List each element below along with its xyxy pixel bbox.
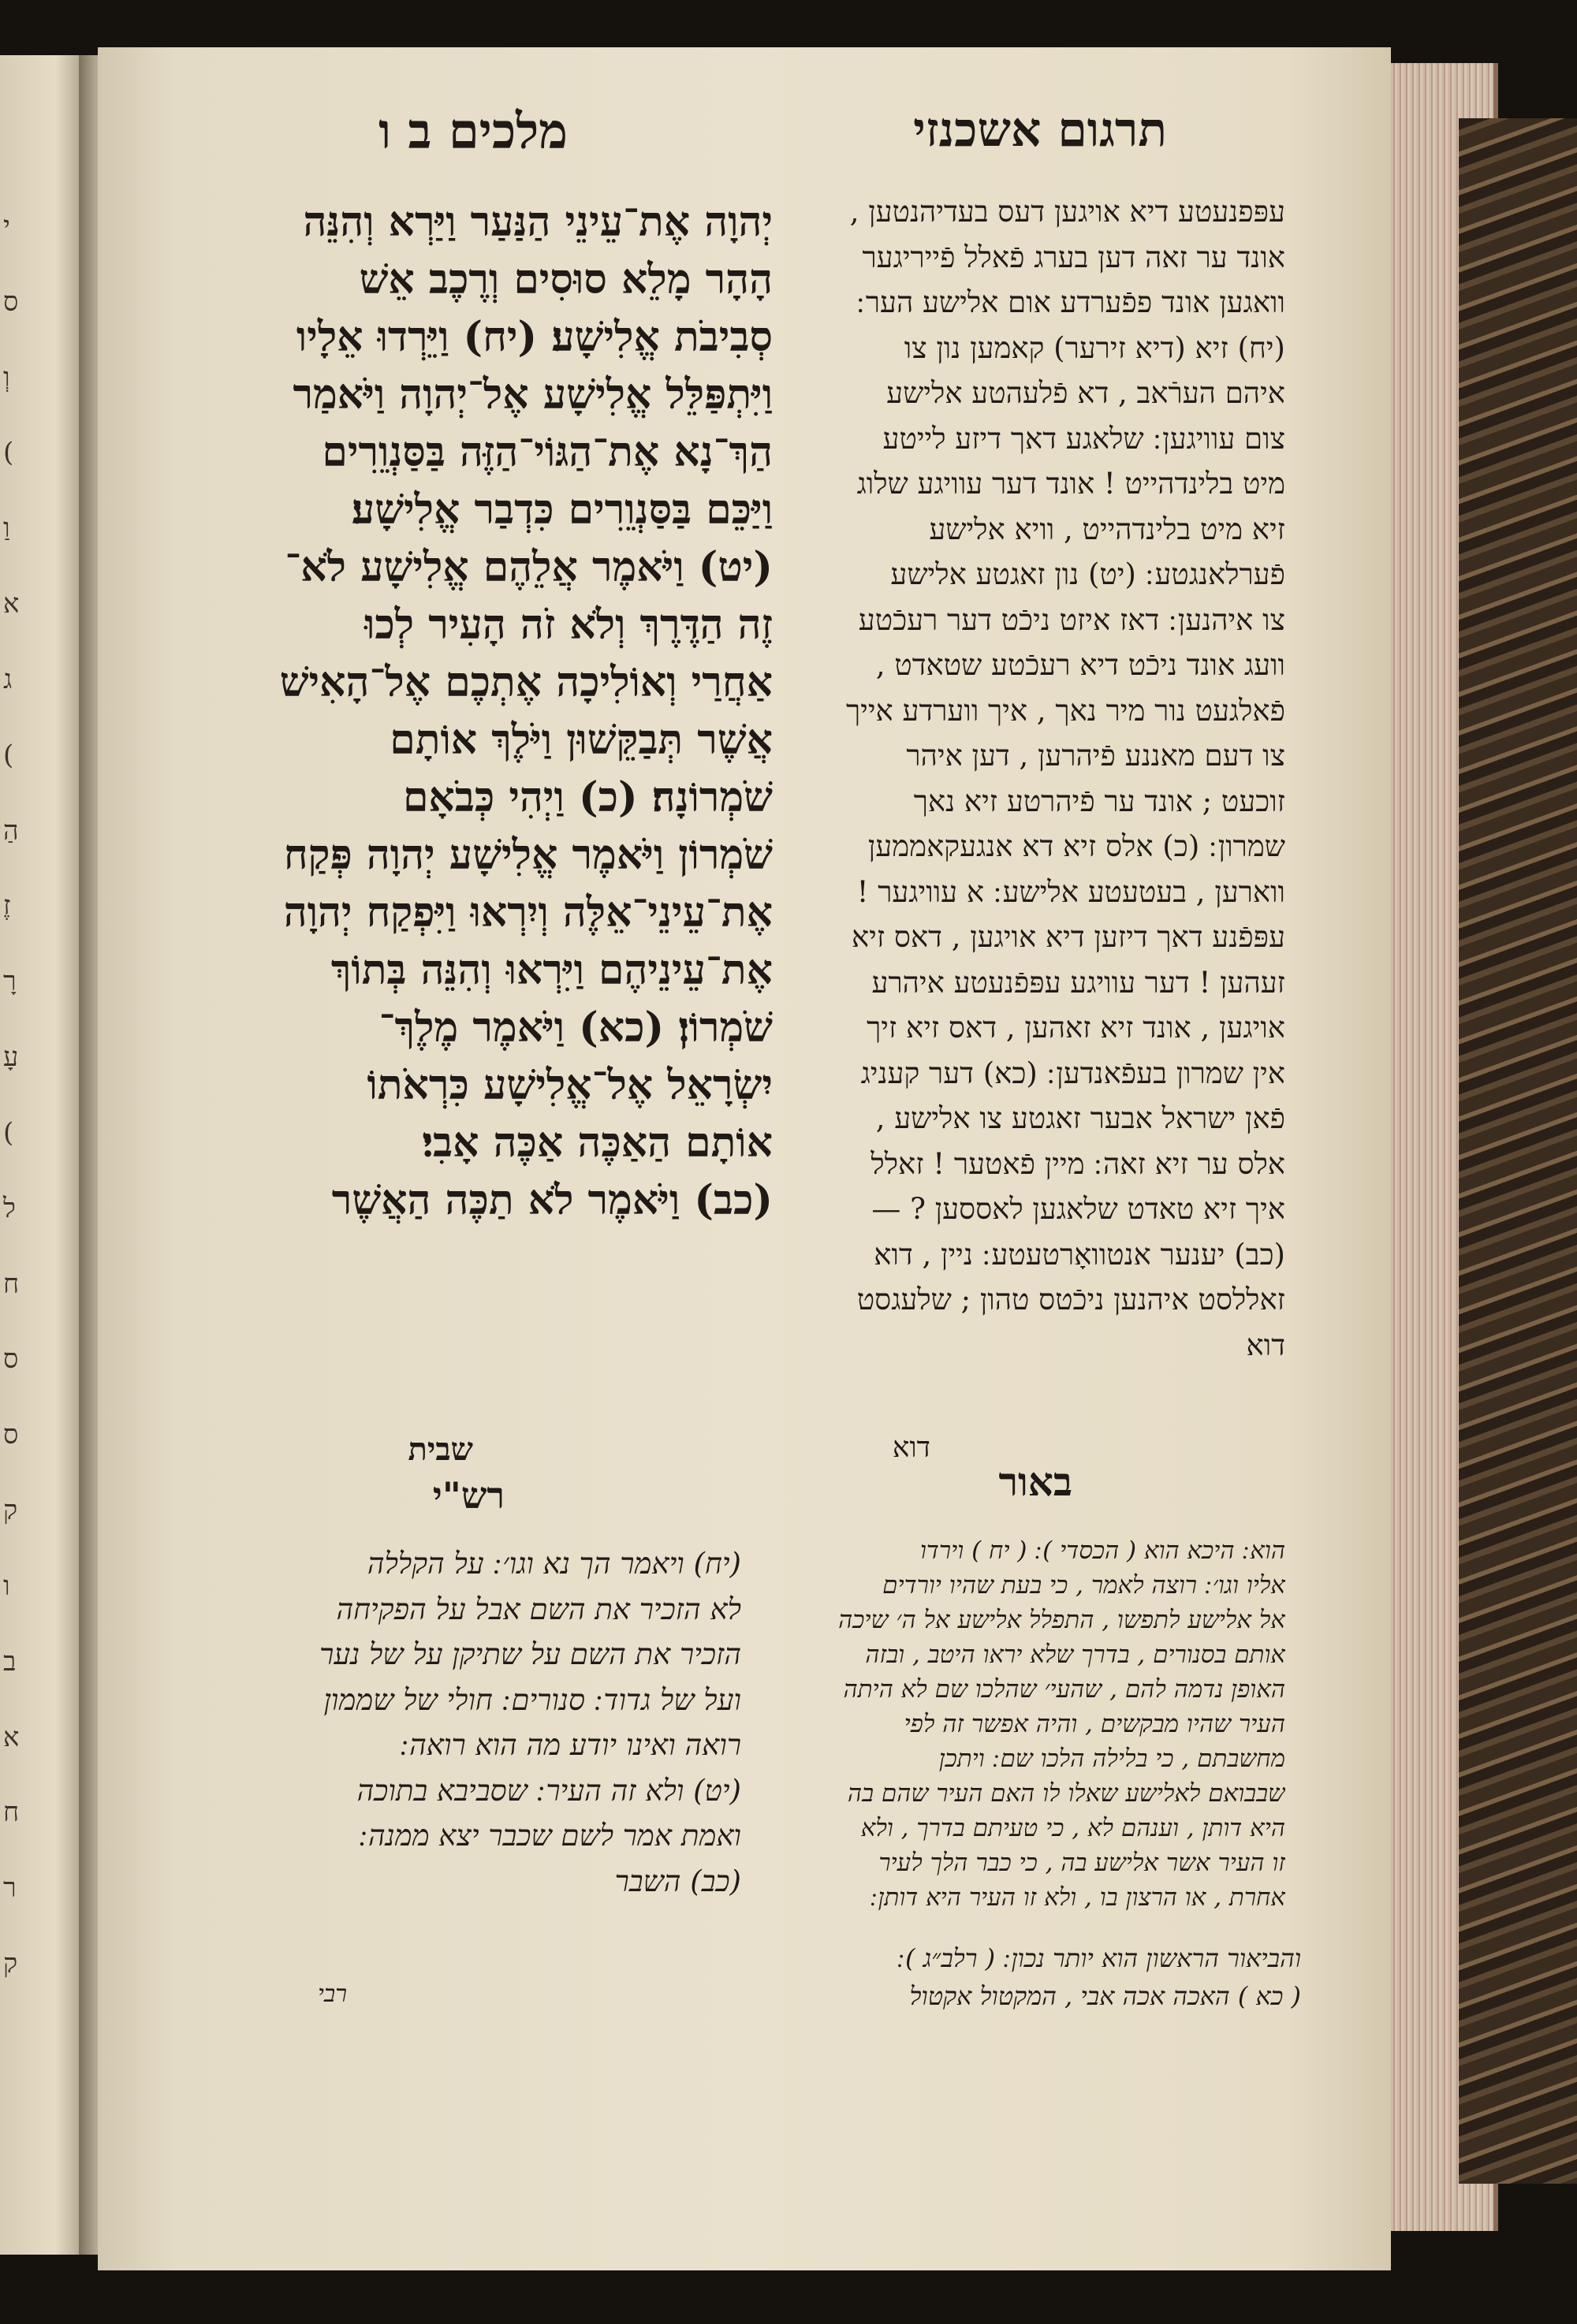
previous-page-fragment: עָ [3, 1041, 19, 1074]
rashi-commentary [146, 1541, 741, 1920]
bible-text-line: אוֹתָם הַאַכֶּה אַכֶּה אָבִי׃ [422, 1119, 773, 1167]
previous-page-fragment: זֶ [3, 890, 11, 922]
translation-line: זיא מיט בלינדהייט , וויא אלישע [929, 512, 1285, 546]
translation-line: פֿערלאנגטע ׃ (יט) נון זאגטע אלישע [890, 557, 1285, 591]
book-cover [1459, 118, 1577, 2184]
footnote [205, 1939, 1301, 2026]
previous-page-fragment: ג [3, 663, 13, 695]
previous-page-fragment: ס [3, 1343, 19, 1376]
translation-line: עפּפֿנע דאך דיזען דיא אויגען , דאס זיא [851, 920, 1285, 954]
bible-text-line: שֹׁמְרוֹן׃ (כא) וַיֹּאמֶר מֶלֶךְ־ [378, 1004, 773, 1052]
bible-text-line: סְבִיבֹת אֱלִישָׁע׃ (יח) וַיֵּרְדוּ אֵלָיו [296, 313, 773, 361]
translation-line: ווארען , בעטעטע אלישע ׃ א עוויגער ! [856, 874, 1285, 909]
translation-line: צום עוויגען ׃ שלאגע דאך דיזע לייטע [882, 421, 1285, 456]
previous-page-fragment: רָ [3, 966, 17, 998]
rashi-heading: רש"י [432, 1474, 505, 1517]
bible-text-line: שֹׁמְרוֹנָה׃ (כ) וַיְהִי כְּבֹאָם [402, 773, 773, 821]
translation-line: זאללסט איהנען ניכֿטס טהון ; שלעגסט [856, 1283, 1285, 1317]
previous-page-fragment: ח [3, 1268, 20, 1300]
previous-page-fragment: וְ [3, 361, 10, 393]
bible-text-line: זֶה הַדֶּרֶךְ וְלֹא זֹה הָעִיר לְכוּ [364, 601, 773, 649]
previous-page-fragment: ס [3, 1419, 19, 1451]
bible-text-line: (כב) וַיֹּאמֶר לֹא תַכֶּה הַאֲשֶׁר [331, 1176, 773, 1224]
previous-page-fragment: ( [3, 437, 14, 469]
previous-page-fragment: ר [3, 1872, 17, 1905]
bible-text-line: (יט) וַיֹּאמֶר אֲלֵהֶם אֱלִישָׁע לֹא־ [285, 543, 773, 591]
bible-text-line: אֶת־עֵינֵי־אֵלֶּה וְיִרְאוּ וַיִּפְקַח יְהוָה [283, 888, 773, 937]
previous-page-fragment: י [3, 210, 10, 242]
rashi-line: ועל של גדוד ׃ סנורים ׃ חולי של שממון [323, 1682, 741, 1717]
biur-line: אותם בסנורים , בדרך שלא יראו היטב , ובזה [865, 1641, 1285, 1669]
bible-text-column [146, 193, 773, 1423]
translation-line: מיט בלינדהייט ! אונד דער עוויגע שלוג [856, 467, 1285, 501]
translation-line: אלס ער זיא זאה ׃ מיין פֿאטער ! זאלל [871, 1146, 1285, 1181]
bible-text-line: אֲשֶׁר תְּבַקֵּשׁוּן וַיֹּלֶךְ אוֹתָם [390, 716, 773, 764]
previous-page-fragment: וַ [3, 512, 10, 545]
biur-line: זו העיר אשר אלישע בה , כי כבר הלך לעיר [878, 1849, 1285, 1877]
rashi-line: לא הזכיר את השם אבל על הפקיחה [336, 1592, 741, 1626]
translation-line: שמרון ׃ (כ) אלס זיא דא אנגעקאממען [867, 829, 1285, 863]
biur-line: אליו וגו׳ ׃ רוצה לאמר , כי בעת שהיו יורדים [882, 1571, 1285, 1600]
rashi-line: (יט) ולא זה העיר ׃ שסביבא בתוכה [356, 1773, 741, 1808]
translation-line: וואגען אונד פפֿערדע אום אלישע הער ׃ [856, 285, 1285, 319]
page-header-translation: תרגום אשכנזי [913, 102, 1167, 158]
translation-line: וועג אונד ניכֿט דיא רעכֿטע שטאדט , [875, 648, 1285, 682]
bible-text-line: וַיִּתְפַּלֵּל אֱלִישָׁע אֶל־יְהוָה וַיֹּאמַר [293, 371, 773, 419]
biur-line: אל אלישע לתפשו , התפלל אלישע אל ה׳ שיכה [838, 1606, 1285, 1634]
translation-line: צו דעם מאננע פֿיהרען , דען איהר [906, 739, 1285, 773]
translation-line: אויגען , אונד זיא זאהען , דאס זיא זיך [867, 1011, 1285, 1045]
previous-page-text-fragments [3, 189, 50, 2002]
translation-line: (כב) יענער אנטוואָרטעטע ׃ ניין , דוא [874, 1237, 1285, 1272]
translation-line: דוא [1246, 1328, 1285, 1362]
translation-line: פֿאלגעט נור מיר נאך , איך ווערדע אייך [845, 693, 1285, 728]
translation-line: (יח) זיא (דיא זירער) קאמען נון צו [904, 330, 1285, 365]
previous-page-fragment: ל [3, 1192, 16, 1224]
translation-line: אונד ער זאה דען בערג פֿאלל פֿייריגער [862, 240, 1285, 274]
page-header-book-title: מלכים ב ו [378, 102, 568, 160]
previous-page-fragment: א [3, 1721, 20, 1753]
rashi-line: הזכיר את השם על שתיקן על של נער [319, 1637, 741, 1671]
previous-page-fragment: הַ [3, 814, 19, 847]
bible-text-line: יְהוָה אֶת־עֵינֵי הַנַּעַר וַיַּרְא וְהִנֵּה [303, 198, 773, 246]
catchword-translation: דוא [892, 1432, 930, 1464]
page-number: רבי [317, 1980, 347, 2008]
translation-line: איהם הערֿאב , דא פֿלעהטע אלישע [886, 376, 1285, 410]
bible-text-line: אַחֲרַי וְאוֹלִיכָה אֶתְכֶם אֶל־הָאִישׁ [279, 658, 773, 706]
translation-column [733, 189, 1285, 1466]
previous-page-fragment: ס [3, 285, 19, 318]
footnote-line: והביאור הראשון הוא יותר נכון ׃ ( רלב״ג ) ׃ [897, 1943, 1301, 1973]
rashi-line: (כב) השבר [614, 1864, 741, 1898]
biur-heading: באור [998, 1458, 1072, 1505]
bible-text-line: הָהָר מָלֵא סוּסִים וְרֶכֶב אֵשׁ [359, 255, 773, 304]
rashi-line: ואמת אמר לשם שכבר יצא ממנה ׃ [359, 1819, 741, 1853]
biur-commentary [741, 1533, 1285, 1975]
previous-page-fragment: ( [3, 1116, 14, 1149]
previous-page-fragment: ( [3, 739, 14, 771]
previous-page-fragment: ק [3, 1495, 18, 1527]
biur-line: האופן נדמה להם , שהעי׳ שהלכו שם לא היתה [843, 1675, 1285, 1704]
translation-line: זעהען ! דער עוויגע עפּפֿנעטע איהרע [871, 965, 1285, 1000]
biur-line: מחשבתם , כי בלילה הלכו שם ׃ ויתכן [938, 1745, 1285, 1773]
biur-line: היא דותן , וענהם לא , כי טעיתם בדרך , ולא [860, 1814, 1285, 1842]
book-gutter [79, 55, 98, 2255]
biur-line: העיר שהיו מבקשים , והיה אפשר זה לפי [904, 1710, 1285, 1738]
previous-page-fragment: ב [3, 1645, 17, 1678]
bible-text-line: אֶת־עֵינֵיהֶם וַיִּרְאוּ וְהִנֵּה בְּתוֹךְ [330, 946, 773, 994]
biur-line: אחרת , או הרצון בו , ולא זו העיר היא דותן ׃ [870, 1883, 1285, 1912]
bible-text-line: יִשְׂרָאֵל אֶל־אֱלִישָׁע כִּרְאֹתוֹ [367, 1061, 773, 1109]
translation-line: פֿאן ישראל אבער זאגטע צו אלישע , [875, 1101, 1285, 1135]
bible-text-line: וַיַּכֵּם בַּסַּנְוֵרִים כִּדְבַר אֱלִישָׁע׃ [351, 486, 773, 534]
biur-line: הוא ׃ היכא הוא ( הכסדי ) ׃ ( יח ) וירדו [920, 1536, 1285, 1565]
previous-page-fragment: ח [3, 1797, 20, 1829]
biur-line: שבבואם לאלישע שאלו לו האם העיר שהם בה [847, 1779, 1285, 1808]
previous-page-fragment: ו [3, 1570, 10, 1602]
previous-page-fragment: ק [3, 1948, 18, 1980]
bible-text-line: שֹׁמְרוֹן וַיֹּאמֶר אֱלִישָׁע יְהוָה פְּקַח [283, 831, 773, 879]
translation-line: זוכעט ; אונד ער פֿיהרטע זיא נאך [913, 784, 1285, 818]
bible-text-line: הַךְ־נָא אֶת־הַגּוֹי־הַזֶּה בַּסַּנְוֵרִים [322, 428, 773, 476]
rashi-line: (יח) ויאמר הך נא וגו׳ ׃ על הקללה [367, 1547, 741, 1581]
translation-line: עפּפנעטע דיא אויגען דעס בעדיהנטען , [849, 195, 1285, 229]
previous-page-fragment: א [3, 588, 20, 620]
rashi-line: רואה ואינו יודע מה הוא רואה ׃ [400, 1728, 741, 1762]
footnote-line: ( כא ) האכה אכה אבי , המקטול אקטול [909, 1981, 1301, 2011]
translation-line: איך זיא טאדט שלאגען לאססען ? — [871, 1192, 1285, 1226]
translation-line: צו איהנען ׃ דאז איזט ניכֿט דער רעכֿטע [858, 602, 1285, 637]
catchword-bible: שבית [408, 1431, 473, 1468]
translation-line: אין שמרון בעפֿאנדען ׃ (כא) דער קעניג [860, 1056, 1285, 1090]
